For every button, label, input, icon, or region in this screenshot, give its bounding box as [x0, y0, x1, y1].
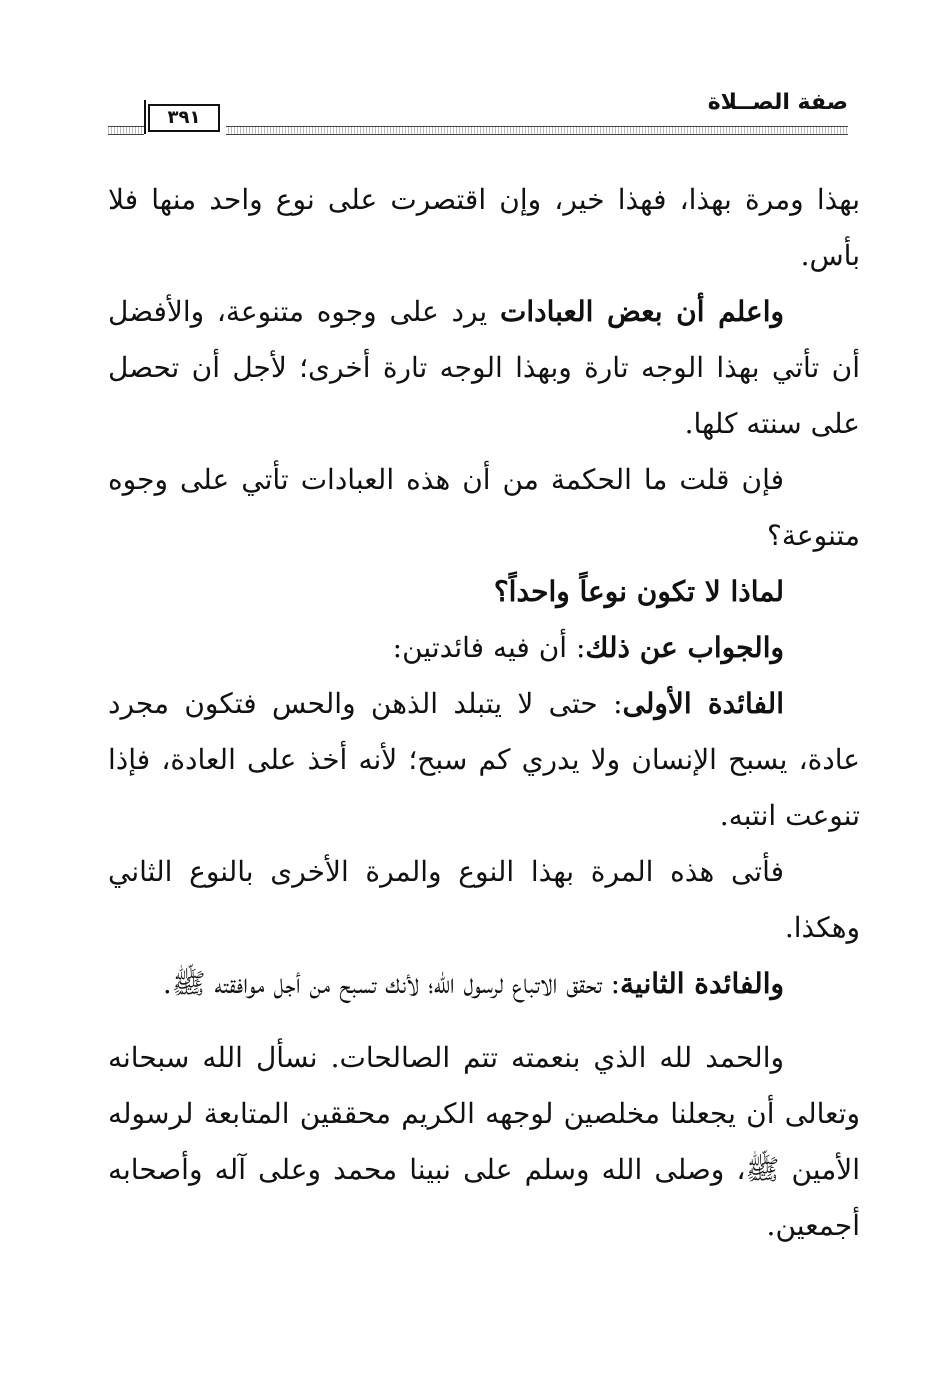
- paragraph-2-lead: واعلم أن بعض العبادات: [499, 295, 785, 328]
- page-body: [108, 172, 860, 1254]
- paragraph-3: فإن قلت ما الحكمة من أن هذه العبادات تأتي على وجوه متنوعة؟: [108, 463, 860, 552]
- paragraph-8-lead: والفائدة الثانية: [620, 967, 784, 1000]
- paragraph-5: [108, 620, 860, 676]
- paragraph-4-lead: لماذا لا تكون نوعاً واحداً؟: [493, 575, 784, 608]
- paragraph-4: [108, 564, 860, 620]
- page-header: [108, 88, 848, 138]
- running-title: صفة الصــلاة: [707, 90, 848, 115]
- paragraph-7: فأتى هذه المرة بهذا النوع والمرة الأخرى بالنوع الثاني وهكذا.: [108, 855, 860, 944]
- page-number: ٣٩١: [148, 104, 220, 132]
- paragraph-2-text: يرد على وجوه متنوعة، والأفضل أن تأتي بهذا الوجه تارة وبهذا الوجه تارة أخرى؛ لأجل أن تحصل على سنته كلها.: [108, 295, 860, 440]
- paragraph-5-lead: والجواب عن ذلك: [585, 631, 784, 664]
- paragraph-8-text: : تحقق الاتباع لرسول الله؛ لأنك تسبح من أجل موافقته ﷺ.: [162, 967, 621, 1000]
- paragraph-1: بهذا ومرة بهذا، فهذا خير، وإن اقتصرت على نوع واحد منها فلا بأس.: [108, 183, 860, 272]
- paragraph-9: والحمد لله الذي بنعمته تتم الصالحات. نسأل الله سبحانه وتعالى أن يجعلنا مخلصين لوجهه الكريم محققين المتابعة لرسوله الأمين ﷺ، وصلى الله وسلم على نبينا محمد وعلى آله وأصحابه أجمعين.: [108, 1041, 860, 1242]
- paragraph-6-lead: الفائدة الأولى: [622, 687, 784, 720]
- paragraph-8: [108, 956, 860, 1012]
- paragraph-6: [108, 676, 860, 844]
- paragraph-2: [108, 284, 860, 452]
- paragraph-6-text: : حتى لا يتبلد الذهن والحس فتكون مجرد عادة، يسبح الإنسان ولا يدري كم سبح؛ لأنه أخذ على العادة، فإذا تنوعت انتبه.: [108, 687, 860, 832]
- paragraph-5-text: : أن فيه فائدتين:: [392, 631, 586, 664]
